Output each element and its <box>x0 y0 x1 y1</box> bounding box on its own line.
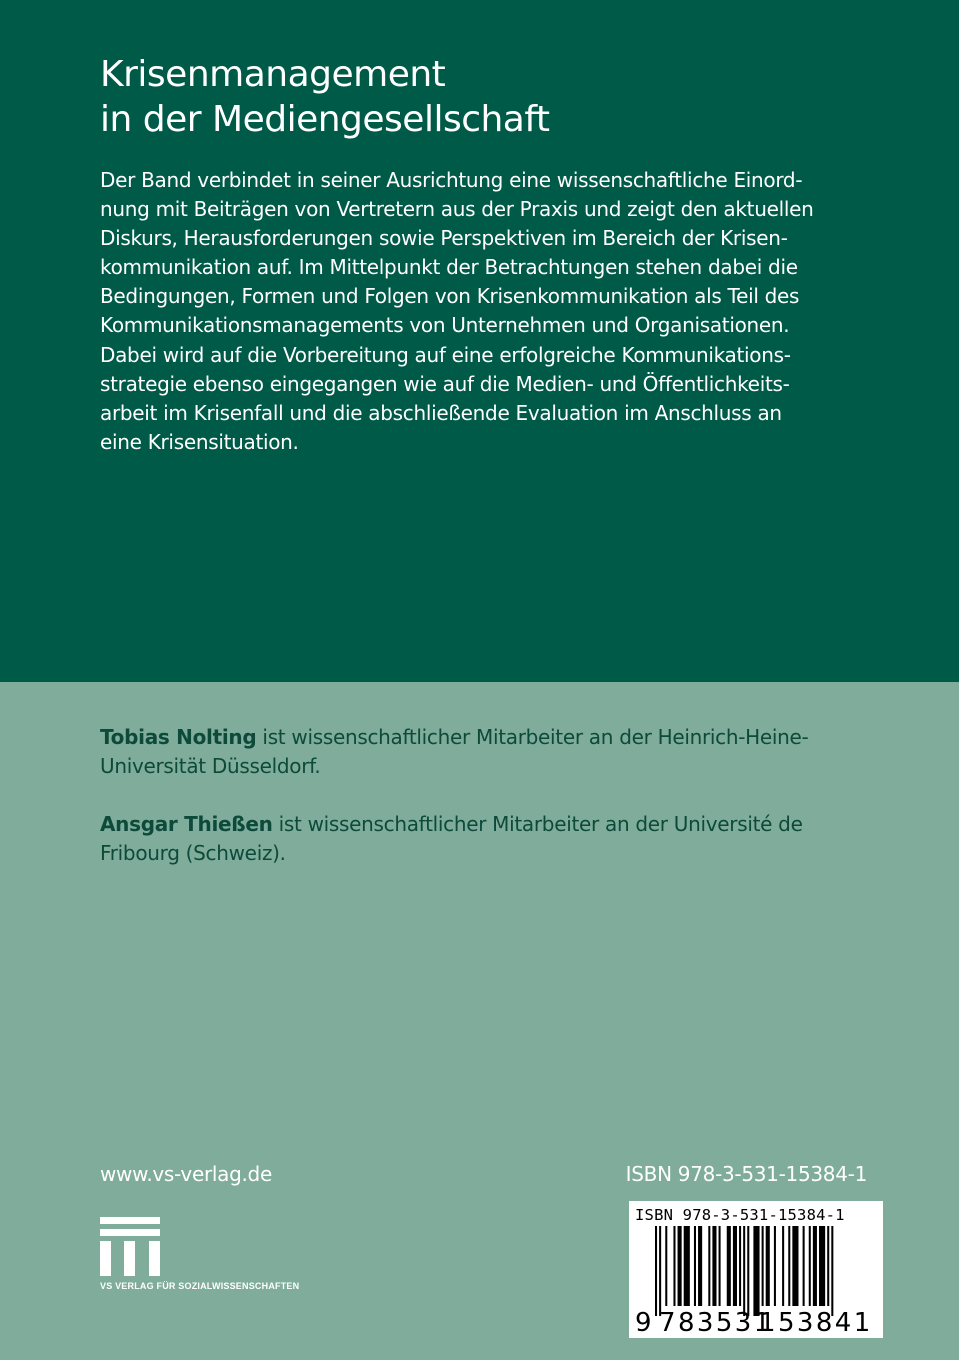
bio-line-1 <box>100 723 880 752</box>
isbn-barcode <box>629 1201 883 1338</box>
blurb-line: nung mit Beiträgen von Vertretern aus der Praxis und zeigt den aktuellen <box>100 197 814 222</box>
bio-text: ist wissenschaftlicher Mitarbeiter an der Heinrich-Heine- <box>256 725 809 749</box>
blurb-line: Kommunikationsmanagements von Unternehmen und Organisationen. <box>100 313 790 338</box>
barcode-isbn-label: ISBN 978-3-531-15384-1 <box>635 1206 845 1224</box>
author-bio-nolting <box>100 723 880 781</box>
bio-text: ist wissenschaftlicher Mitarbeiter an der Université de <box>272 812 803 836</box>
title-line-2: in der Mediengesellschaft <box>100 99 550 140</box>
bio-line-2: Universität Düsseldorf. <box>100 754 321 778</box>
book-title <box>100 52 860 142</box>
blurb-line: Diskurs, Herausforderungen sowie Perspektiven im Bereich der Krisen- <box>100 226 788 251</box>
blurb-line: Bedingungen, Formen und Folgen von Krisenkommunikation als Teil des <box>100 284 800 309</box>
author-bio-thiessen <box>100 810 880 868</box>
barcode-first-digit: 9 <box>635 1308 652 1338</box>
barcode-right-digits: 153841 <box>759 1308 873 1338</box>
isbn-text: ISBN 978-3-531-15384-1 <box>625 1162 867 1186</box>
author-name: Ansgar Thießen <box>100 812 273 836</box>
author-name: Tobias Nolting <box>100 725 257 749</box>
blurb-line: strategie ebenso eingegangen wie auf die Medien- und Öffentlichkeits- <box>100 371 790 396</box>
blurb-line: Dabei wird auf die Vorbereitung auf eine erfolgreiche Kommunikations- <box>100 342 791 367</box>
bio-line-2: Fribourg (Schweiz). <box>100 841 286 865</box>
book-blurb <box>100 166 880 457</box>
blurb-line: arbeit im Krisenfall und die abschließende Evaluation im Anschluss an <box>100 400 782 425</box>
publisher-url[interactable]: www.vs-verlag.de <box>100 1162 272 1186</box>
bio-line-1 <box>100 810 880 839</box>
publisher-caption: VS VERLAG FÜR SOZIALWISSENSCHAFTEN <box>100 1281 300 1291</box>
blurb-line: eine Krisensituation. <box>100 429 299 454</box>
blurb-line: kommunikation auf. Im Mittelpunkt der Betrachtungen stehen dabei die <box>100 255 798 280</box>
barcode-left-digits: 783531 <box>659 1308 773 1338</box>
title-line-1: Krisenmanagement <box>100 54 446 95</box>
blurb-line: Der Band verbindet in seiner Ausrichtung eine wissenschaftliche Einord- <box>100 168 803 192</box>
